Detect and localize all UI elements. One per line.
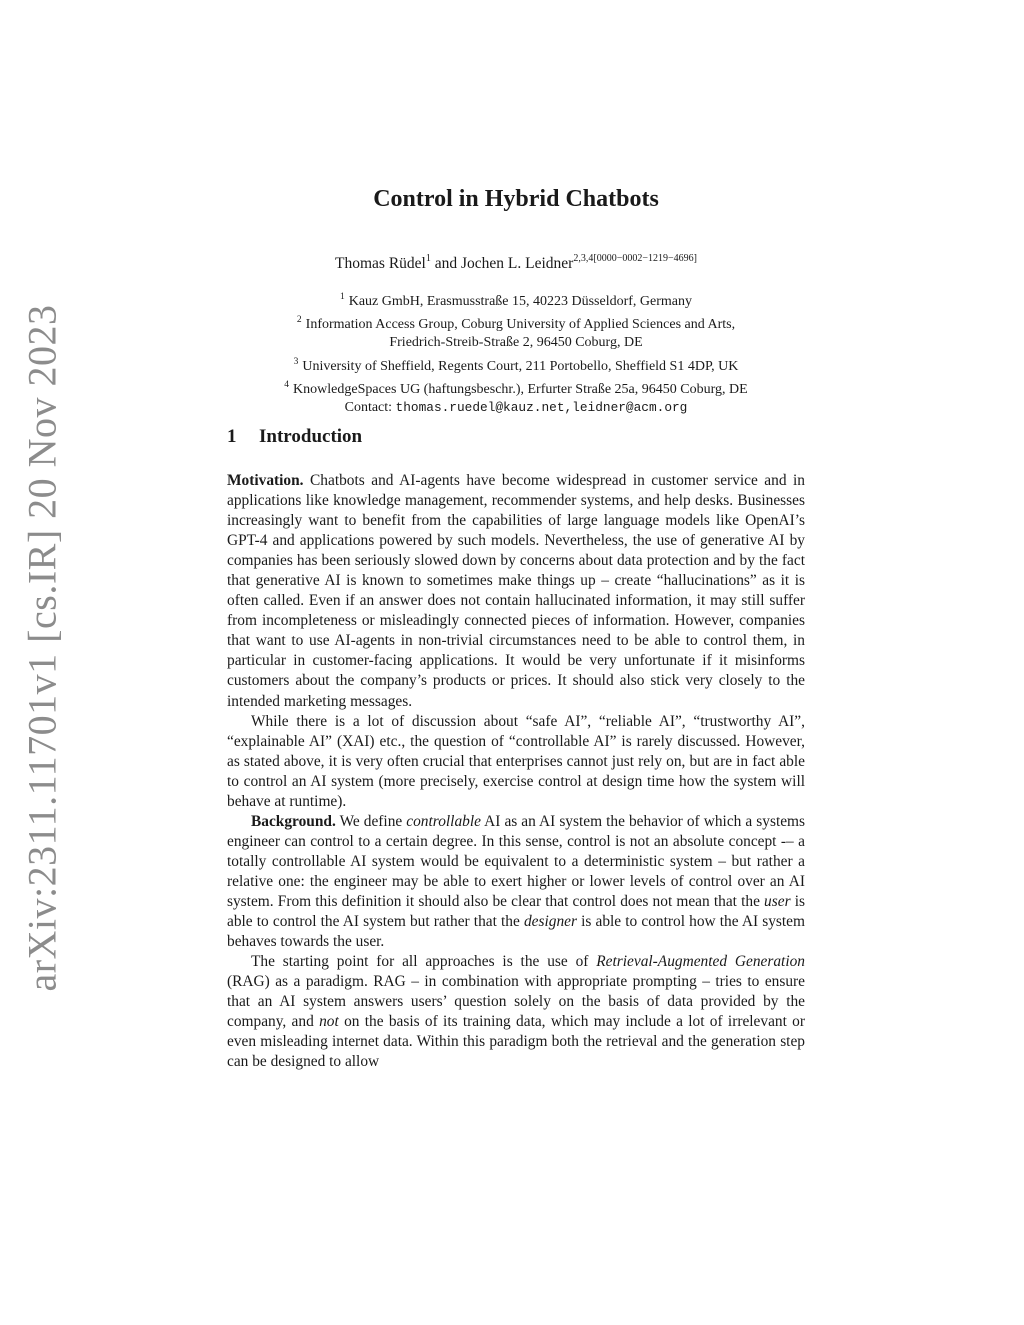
body-text <box>227 471 805 1072</box>
arxiv-identifier: arXiv:2311.11701v1 [cs.IR] 20 Nov 2023 <box>19 304 65 992</box>
paragraph-rag: The starting point for all approaches is the use of Retrieval-Augmented Generation (RAG) as a paradigm. RAG – in combination with appropriate prompting – tries to ensure that an AI system answers users’ question solely on the basis of data provided by the company, and not on the basis of its training data, which may include a lot of irrelevant or even misleading internet data. Within this paradigm both the retrieval and the generation step can be designed to allow <box>227 953 806 1071</box>
orcid-id: [0000−0002−1219−4696] <box>593 253 697 264</box>
affiliations <box>227 288 805 417</box>
arxiv-sidebar <box>0 0 80 1325</box>
paragraph-background: Background. We define controllable AI as an AI system the behavior of which a systems engineer can control to a certain degree. In this sense, control is not an absolute concept -– a totally controllable AI system would be equivalent to a deterministic system – but rather a relative one: the engineer may be able to exert higher or lower levels of control over an AI system. From this definition it should also be clear that control does not mean that the user is able to control the AI system but rather that the designer is able to control how the AI system behaves towards the user. <box>227 812 806 951</box>
author-name-2: Jochen L. Leidner <box>461 255 574 272</box>
paragraph-safe-ai: While there is a lot of discussion about “safe AI”, “reliable AI”, “trustworthy AI”, “explainable AI” (XAI) etc., the question of “controllable AI” is rarely discussed. However, as stated above, it is very often crucial that enterprises cannot just rely on, but are in fact able to control an AI system (more precisely, exercise control at design time how the system will behave at runtime). <box>227 712 805 810</box>
affiliation-1: $^1$ Kauz GmbH, Erasmusstraße 15, 40223 Düsseldorf, Germany <box>339 292 693 309</box>
author-name-1: Thomas Rüdel <box>335 255 426 272</box>
affiliation-2: $^2$ Information Access Group, Coburg University of Applied Sciences and Arts, <box>296 315 736 333</box>
section-title: Introduction <box>259 426 363 447</box>
runin-heading-motivation: Motivation. <box>227 472 304 489</box>
affiliation-4: $^4$ KnowledgeSpaces UG (haftungsbeschr.), Erfurter Straße 25a, 96450 Coburg, DE <box>284 379 748 397</box>
paper-title: Control in Hybrid Chatbots <box>373 186 659 212</box>
author-1-affil-marker: 1 <box>425 253 431 264</box>
author-2-affil-marker: 2,3,4[0000−0002−1219−4696] <box>573 253 697 264</box>
section-number: 1 <box>227 426 237 447</box>
contact-emails[interactable]: thomas.ruedel@kauz.net,leidner@acm.org <box>395 400 688 416</box>
contact-line <box>227 399 805 417</box>
author-joiner: and <box>430 255 462 272</box>
affiliation-2-cont: Friedrich-Streib-Straße 2, 96450 Coburg, DE <box>389 335 643 351</box>
contact-label: Contact: <box>344 400 396 416</box>
section-heading <box>227 426 362 448</box>
paragraph-motivation: Motivation. Chatbots and AI-agents have become widespread in customer service and in applications like knowledge management, recommender systems, and help desks. Businesses increasingly want to benefit from the capabilities of large language models like OpenAI’s GPT-4 and applications powered by such models. Nevertheless, the use of generative AI by companies has been seriously slowed down by concerns about data protection and by the fact that generative AI is known to sometimes make things up – create “hallucinations” as it is often called. Even if an answer does not contain hallucinated information, it may still suffer from incompleteness or misleadingly connected pieces of information. However, companies that want to use AI-agents in non-trivial circumstances need to be able to control them, in particular in customer-facing applications. It would be very unfortunate if it misinforms customers about the company’s products or prices. It should also stick very closely to the intended marketing messages. <box>227 472 805 710</box>
affiliation-3: $^3$ University of Sheffield, Regents Court, 211 Portobello, Sheffield S1 4DP, UK <box>293 356 739 374</box>
runin-heading-background: Background. <box>251 812 336 830</box>
author-line <box>227 253 805 273</box>
